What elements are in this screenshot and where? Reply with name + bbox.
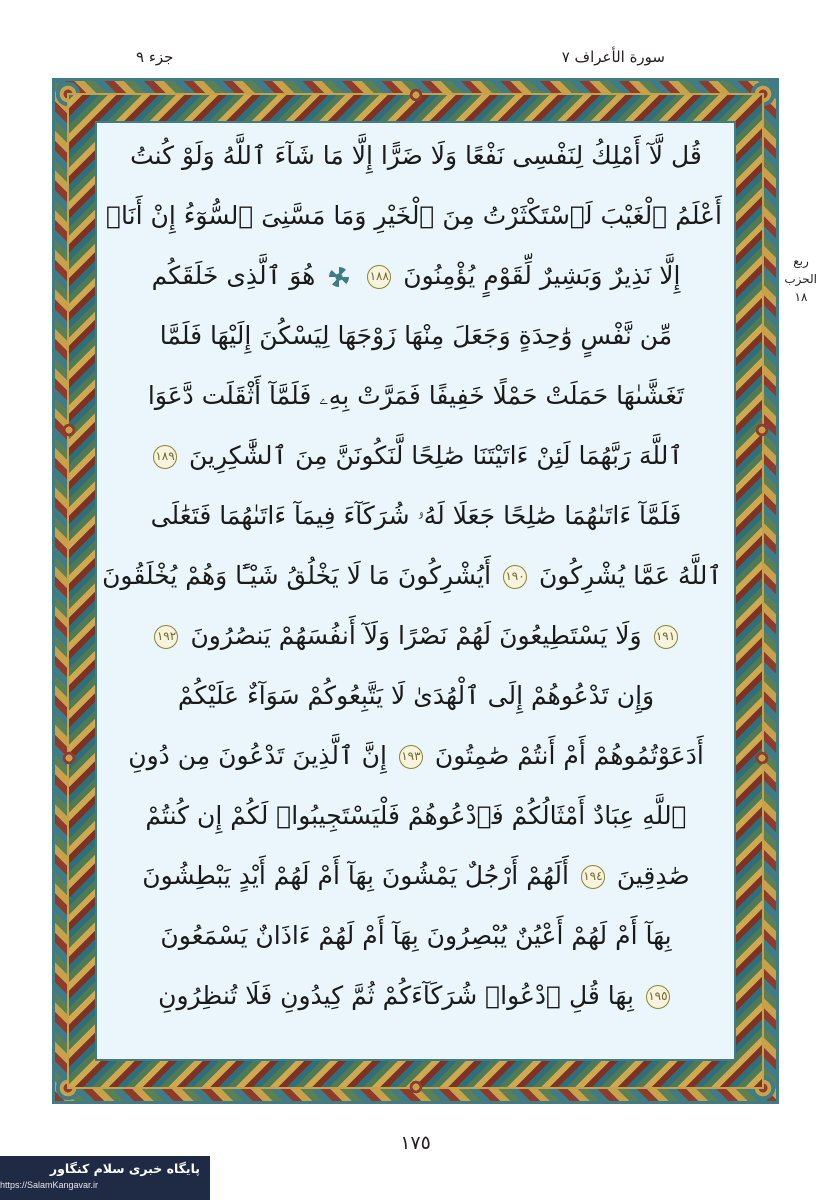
watermark-banner xyxy=(0,1156,210,1200)
ayah-text: صَٰدِقِينَ xyxy=(616,861,690,890)
ayah-text: بِهَا قُلِ ٱدْعُوا۟ شُرَكَآءَكُمْ ثُمَّ كِيدُونِ فَلَا تُنظِرُونِ xyxy=(158,981,634,1010)
ayah-text-continued: إِنَّ ٱلَّذِينَ تَدْعُونَ مِن دُونِ xyxy=(128,741,387,770)
ayah-text: فَلَمَّآ ءَاتَىٰهُمَا صَٰلِحًا جَعَلَا لَهُۥ شُرَكَآءَ فِيمَآ ءَاتَىٰهُمَا فَتَعَٰلَى xyxy=(150,501,682,530)
ayah-text: ٱللَّهِ عِبَادٌ أَمْثَالُكُمْ فَٱدْعُوهُمْ فَلْيَسْتَجِيبُوا۟ لَكُمْ إِن كُنتُمْ xyxy=(145,801,687,830)
ayah-text: أَدَعَوْتُمُوهُمْ أَمْ أَنتُمْ صَٰمِتُونَ xyxy=(434,741,704,770)
ayah-text: وَلَا يَسْتَطِيعُونَ لَهُمْ نَصْرًا وَلَآ أَنفُسَهُمْ يَنصُرُونَ xyxy=(190,621,642,650)
ayah-line xyxy=(110,966,722,1026)
surah-label: سورة الأعراف ٧ xyxy=(561,48,665,66)
page-number: ١٧٥ xyxy=(400,1132,431,1154)
rub-el-hizb-icon xyxy=(329,267,349,287)
ayah-text: إِلَّا نَذِيرٌ وَبَشِيرٌ لِّقَوْمٍ يُؤْمِنُونَ xyxy=(403,261,681,290)
ayah-number-badge: ١٩٠ xyxy=(503,565,527,589)
ayah-text: قُل لَّآ أَمْلِكُ لِنَفْسِى نَفْعًا وَلَا ضَرًّا إِلَّا مَا شَآءَ ٱللَّهُ وَلَوْ كُنتُ xyxy=(130,141,702,170)
edge-medallion-icon xyxy=(404,84,427,107)
ayah-number-badge: ١٩١ xyxy=(654,625,678,649)
ayah-number-badge: ١٨٨ xyxy=(367,265,391,289)
ayah-line xyxy=(110,906,722,966)
ayah-line xyxy=(110,666,722,726)
ayah-text-continued: هُوَ ٱلَّذِى خَلَقَكُم xyxy=(151,261,316,290)
ayah-line xyxy=(110,606,722,666)
ayah-text: ٱللَّهُ عَمَّا يُشْرِكُونَ xyxy=(538,561,722,590)
ayah-line xyxy=(110,486,722,546)
hizb-side-marker xyxy=(785,252,817,306)
ayah-text: ٱللَّهَ رَبَّهُمَا لَئِنْ ءَاتَيْتَنَا صَٰلِحًا لَّنَكُونَنَّ مِنَ ٱلشَّٰكِرِينَ xyxy=(188,441,683,470)
juz-label: جزء ٩ xyxy=(136,48,174,66)
ayah-text: بِهَآ أَمْ لَهُمْ أَعْيُنٌ يُبْصِرُونَ بِهَآ أَمْ لَهُمْ ءَاذَانٌ يَسْمَعُونَ xyxy=(160,921,672,950)
page-header xyxy=(96,44,735,70)
edge-medallion-icon xyxy=(751,746,774,769)
ayah-line xyxy=(110,126,722,186)
edge-medallion-icon xyxy=(751,419,774,442)
ayah-line xyxy=(110,726,722,786)
ayah-number-badge: ١٩٤ xyxy=(581,865,605,889)
hizb-label: الحزب xyxy=(784,272,817,286)
ayah-text-continued: أَلَهُمْ أَرْجُلٌ يَمْشُونَ بِهَآ أَمْ لَهُمْ أَيْدٍ يَبْطِشُونَ xyxy=(142,861,569,890)
ayah-line xyxy=(110,366,722,426)
quran-text-block xyxy=(96,118,736,1068)
watermark-title: پایگاه خبری سلام کنگاور xyxy=(49,1161,200,1176)
ayah-line xyxy=(110,426,722,486)
ayah-number-badge: ١٨٩ xyxy=(153,445,177,469)
ayah-text: مِّن نَّفْسٍ وَٰحِدَةٍ وَجَعَلَ مِنْهَا زَوْجَهَا لِيَسْكُنَ إِلَيْهَا فَلَمَّا xyxy=(159,321,673,350)
watermark-url[interactable]: https://SalamKangavar.ir xyxy=(0,1180,99,1190)
ayah-number-badge: ١٩٢ xyxy=(154,625,178,649)
rub-label: ربع xyxy=(793,254,809,268)
ayah-line xyxy=(110,306,722,366)
edge-medallion-icon xyxy=(404,1076,427,1099)
ayah-number-badge: ١٩٣ xyxy=(399,745,423,769)
ayah-text: وَإِن تَدْعُوهُمْ إِلَى ٱلْهُدَىٰ لَا يَتَّبِعُوكُمْ سَوَآءٌ عَلَيْكُمْ xyxy=(177,681,655,710)
ayah-text: أَعْلَمُ ٱلْغَيْبَ لَٱسْتَكْثَرْتُ مِنَ ٱلْخَيْرِ وَمَا مَسَّنِىَ ٱلسُّوٓءُ إِنْ أَنَا۠ xyxy=(106,201,722,230)
edge-medallion-icon xyxy=(58,746,81,769)
edge-medallion-icon xyxy=(58,419,81,442)
ayah-line xyxy=(110,846,722,906)
ayah-number-badge: ١٩٥ xyxy=(646,985,670,1009)
hizb-number: ١٨ xyxy=(794,290,808,304)
ayah-line xyxy=(106,186,722,246)
ayah-line xyxy=(110,786,722,846)
ayah-text-continued: أَيُشْرِكُونَ مَا لَا يَخْلُقُ شَيْـًٔا وَهُمْ يُخْلَقُونَ xyxy=(102,561,492,590)
ayah-line xyxy=(110,246,722,306)
ayah-text: تَغَشَّىٰهَا حَمَلَتْ حَمْلًا خَفِيفًا فَمَرَّتْ بِهِۦ فَلَمَّآ أَثْقَلَت دَّعَوَا xyxy=(147,381,685,410)
ayah-line xyxy=(102,546,722,606)
